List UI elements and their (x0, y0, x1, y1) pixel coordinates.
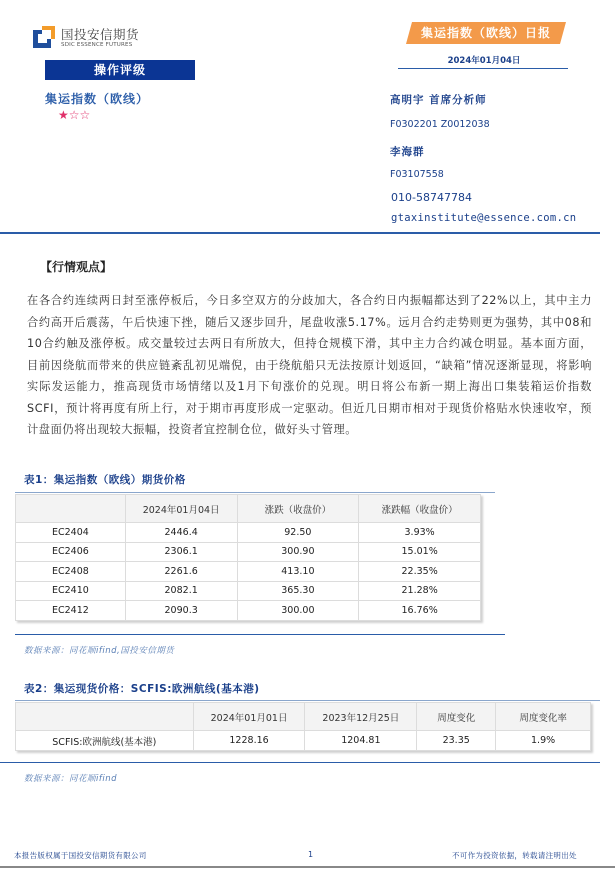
contract-cell: EC2410 (16, 581, 126, 601)
price-cell: 1228.16 (193, 731, 305, 751)
divider (15, 700, 600, 701)
column-header: 涨跌幅（收盘价） (359, 495, 481, 523)
contract-cell: EC2404 (16, 523, 126, 543)
price-cell: 1204.81 (305, 731, 417, 751)
contact-phone: 010-58747784 (391, 191, 472, 204)
table-header-row (16, 703, 591, 731)
change-cell: 300.90 (237, 542, 359, 562)
change-pct-cell: 1.9% (496, 731, 591, 751)
change-cell: 300.00 (237, 601, 359, 621)
table2-source: 数据来源：同花顺ifind (24, 774, 117, 784)
column-header: 2024年01月01日 (193, 703, 305, 731)
rated-product: 集运指数（欧线） (45, 92, 150, 106)
table-row (16, 581, 481, 601)
company-logo (33, 24, 143, 52)
footer-disclaimer: 不可作为投资依据，转载请注明出处 (452, 851, 577, 860)
rating-banner: 操作评级 (45, 60, 195, 80)
table-row (16, 542, 481, 562)
section-heading: 【行情观点】 (40, 260, 113, 274)
change-pct-cell: 21.28% (359, 581, 481, 601)
spot-price-table (15, 702, 591, 751)
analyst-2-license: F03107558 (390, 169, 444, 180)
column-header: 周度变化率 (496, 703, 591, 731)
divider (15, 492, 495, 493)
contact-email[interactable]: gtaxinstitute@essence.com.cn (391, 212, 577, 224)
analyst-2-name: 李海群 (390, 146, 425, 158)
footer-copyright: 本报告版权属于国投安信期货有限公司 (14, 851, 147, 860)
table2-caption: 表2：集运现货价格：SCFIS:欧洲航线(基本港) (24, 683, 260, 695)
report-title: 集运指数（欧线）日报 (420, 26, 551, 40)
divider (15, 634, 505, 635)
report-date: 2024年01月04日 (447, 56, 521, 66)
futures-price-table (15, 494, 481, 621)
price-cell: 2306.1 (125, 542, 237, 562)
analyst-1-name: 高明宇 首席分析师 (390, 94, 487, 106)
price-cell: 2446.4 (125, 523, 237, 543)
change-cell: 365.30 (237, 581, 359, 601)
table-row (16, 562, 481, 582)
change-cell: 413.10 (237, 562, 359, 582)
price-cell: 2261.6 (125, 562, 237, 582)
price-cell: 2090.3 (125, 601, 237, 621)
contract-cell: EC2406 (16, 542, 126, 562)
contract-cell: EC2412 (16, 601, 126, 621)
logo-chinese-name: 国投安信期货 (61, 27, 140, 42)
column-header: 涨跌（收盘价） (237, 495, 359, 523)
table-header-row (16, 495, 481, 523)
change-pct-cell: 16.76% (359, 601, 481, 621)
report-title-banner (406, 22, 566, 44)
footer-divider (0, 866, 615, 868)
table-row (16, 523, 481, 543)
price-cell: 2082.1 (125, 581, 237, 601)
change-cell: 92.50 (237, 523, 359, 543)
header-divider (0, 232, 600, 234)
table-row (16, 731, 591, 751)
table-row (16, 601, 481, 621)
change-pct-cell: 22.35% (359, 562, 481, 582)
analyst-1-license: F0302201 Z0012038 (390, 119, 490, 130)
logo-english-name: SDIC ESSENCE FUTURES (61, 42, 133, 48)
logo-mark-icon (33, 26, 55, 48)
change-pct-cell: 15.01% (359, 542, 481, 562)
column-header: 周度变化 (417, 703, 496, 731)
change-cell: 23.35 (417, 731, 496, 751)
table1-caption: 表1：集运指数（欧线）期货价格 (24, 474, 186, 486)
page-number: 1 (308, 850, 314, 859)
column-header: 2024年01月04日 (125, 495, 237, 523)
index-name-cell: SCFIS:欧洲航线(基本港) (16, 731, 194, 751)
column-header (16, 703, 194, 731)
contract-cell: EC2408 (16, 562, 126, 582)
divider (398, 68, 568, 69)
change-pct-cell: 3.93% (359, 523, 481, 543)
star-rating-icon: ★☆☆ (58, 108, 91, 122)
column-header: 2023年12月25日 (305, 703, 417, 731)
table1-source: 数据来源：同花顺ifind,国投安信期货 (24, 646, 175, 656)
market-view-paragraph: 在各合约连续两日封至涨停板后，今日多空双方的分歧加大，各合约日内振幅都达到了22%以上，其中主力合约高开后震荡，午后快速下挫，随后又逐步回升，尾盘收涨5.17%。远月合约走势则更为强势，其中08和10合约触及涨停板。成交量较过去两日有所放大，但持仓规模下滑，其中主力合约减仓明显。基本面方面，目前因绕航而带来的供应链紊乱初见端倪，由于绕航船只无法按原计划返回，“缺箱”情况逐渐显现，将影响实际发运能力，推高现货市场情绪以及1月下旬涨价的兑现。明日将公布新一期上海出口集装箱运价指数SCFI，预计将再度有所上行，对于期市再度形成一定驱动。但近几日期市相对于现货价格贴水快速收窄，预计盘面仍将出现较大振幅，投资者宜控制仓位，做好头寸管理。 (27, 294, 592, 436)
divider (0, 762, 600, 763)
column-header (16, 495, 126, 523)
